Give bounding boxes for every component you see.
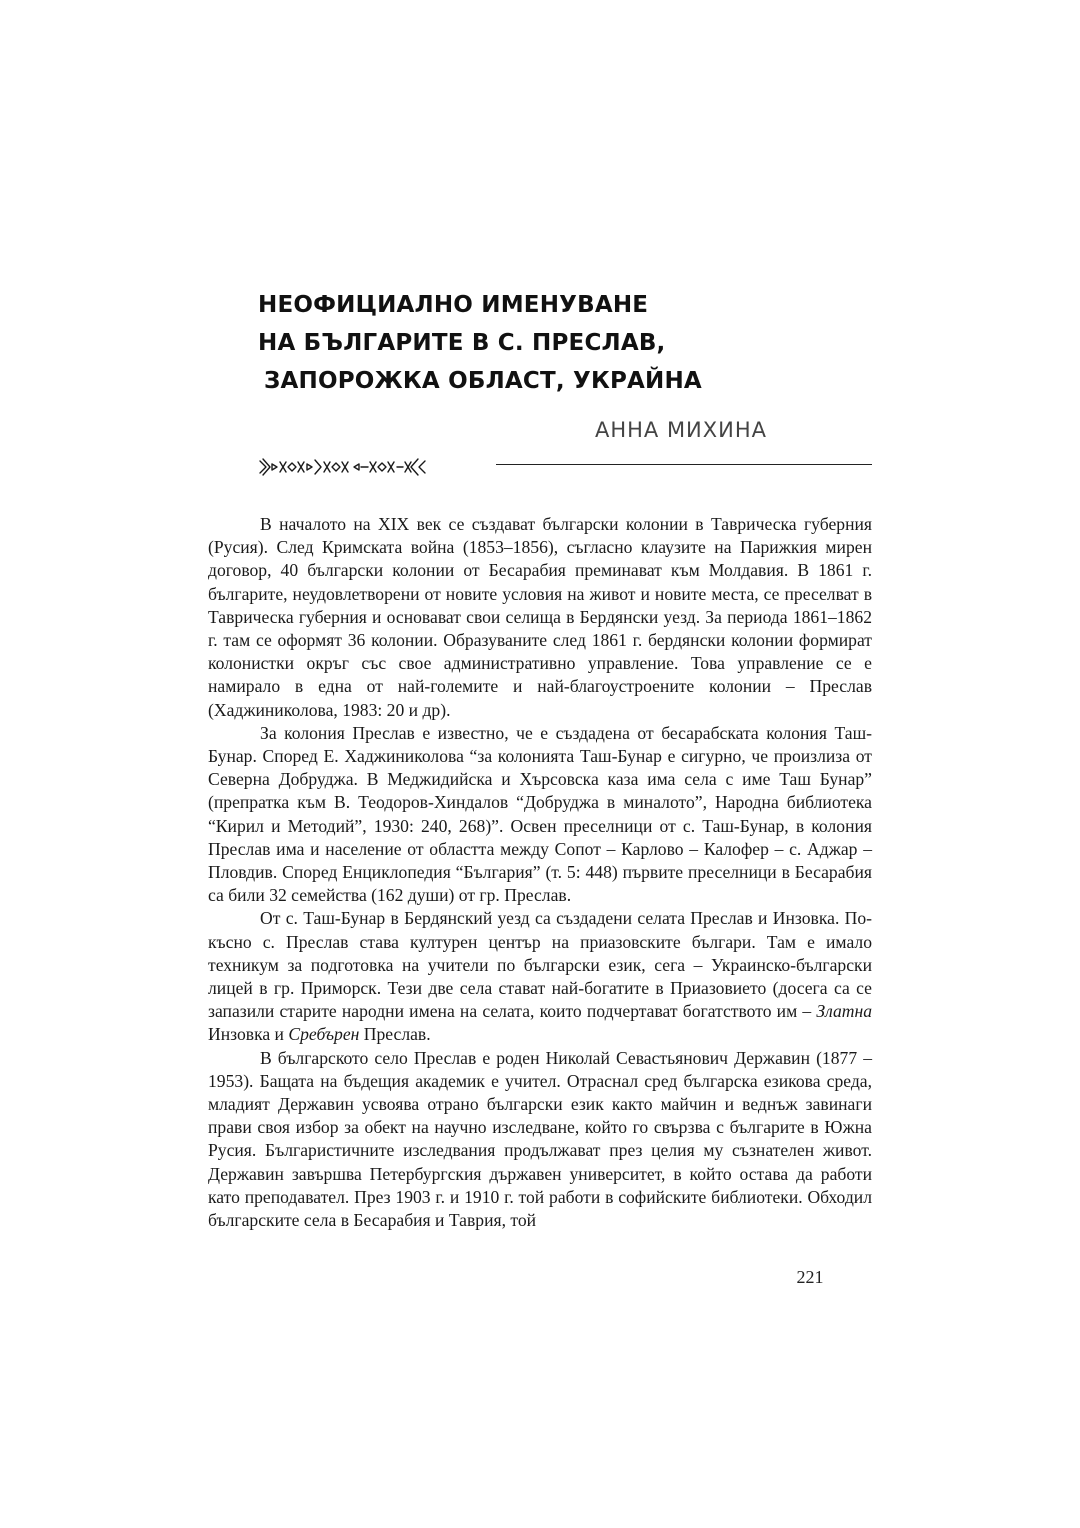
paragraph: [208, 513, 872, 722]
text-run: Инзовка и: [208, 1024, 289, 1045]
italic-text: Сребърен: [288, 1024, 360, 1045]
title-line-3: ЗАПОРОЖКА ОБЛАСТ, УКРАЙНА: [264, 368, 702, 394]
text-run: Преслав.: [359, 1024, 431, 1045]
paragraph: [208, 907, 872, 1046]
paragraph: [208, 722, 872, 908]
italic-text: Златна: [816, 1001, 872, 1022]
decorative-ornament-icon: [258, 456, 428, 478]
article-body: [208, 513, 872, 1232]
paragraph: [208, 1047, 872, 1233]
page-number: 221: [796, 1267, 824, 1287]
text-run: За колония Преслав е известно, че е създадена от бесарабската колония Таш-Бунар. Според Е. Хаджиниколова “за колонията Таш-Бунар е сигурно, че произлиза от Северна Добруджа. В Меджидийска и Хърсовска каза има села с име Таш Бунар” (препратка към В. Теодоров-Хиндалов “Добруджа в миналото”, Народна библиотека “Кирил и Методий”, 1930: 240, 268)”. Освен преселници от с. Таш-Бунар, в колония Преслав има и население от областта между Сопот – Карлово – Калофер – с. Аджар – Пловдив. Според Енциклопедия “България” (т. 5: 448) първите преселници в Бесарабия са били 32 семейства (162 души) от гр. Преслав.: [208, 722, 872, 906]
title-line-2: НА БЪЛГАРИТЕ В С. ПРЕСЛАВ,: [258, 330, 666, 356]
text-run: В българското село Преслав е роден Николай Севастьянович Державин (1877 – 1953). Бащата на бъдещия академик е учител. Отраснал сред българска езикова среда, младият Державин усвоява отрано български език както майчин и веднъж завинаги прави своя избор за обект на научно изследване, който го свързва с българите в Южна Русия. Българистичните изследвания продължават през целия му съзнателен живот. Державин завършва Петербургския държавен университет, в който остава да работи като преподавател. През 1903 г. и 1910 г. той работи в софийските библиотеки. Обходил българските села в Бесарабия и Таврия, той: [208, 1047, 872, 1231]
article-title: [258, 286, 878, 400]
horizontal-rule: [496, 464, 872, 465]
title-line-1: НЕОФИЦИАЛНО ИМЕНУВАНЕ: [258, 292, 649, 318]
text-run: В началото на XIX век се създават български колонии в Таврическа губерния (Русия). След Кримската война (1853–1856), съгласно клаузите на Парижкия мирен договор, 40 български колонии от Бесарабия преминават към Молдавия. В 1861 г. българите, неудовлетворени от новите условия на живот и новите места, се преселват в Таврическа губерния и основават свои селища в Бердянски уезд. За периода 1861–1862 г. там се оформят 36 колонии. Образуваните след 1861 г. бердянски колонии формират колонистки окръг със свое административно управление. Това управление се е намирало в една от най-големите и най-благоустроените колонии – Преслав (Хаджиниколова, 1983: 20 и др).: [208, 514, 872, 720]
text-run: От с. Таш-Бунар в Бердянский уезд са създадени селата Преслав и Инзовка. По-късно с. Преслав става културен център на приазовските българи. Там е имало техникум за подготовка на учители по български език, сега – Украинско-български лицей в гр. Приморск. Тези две села стават най-богатите в Приазовието (досега са се запазили старите народни имена на селата, които подчертават богатството им –: [208, 908, 872, 1022]
author-name: АННА МИХИНА: [594, 418, 768, 442]
